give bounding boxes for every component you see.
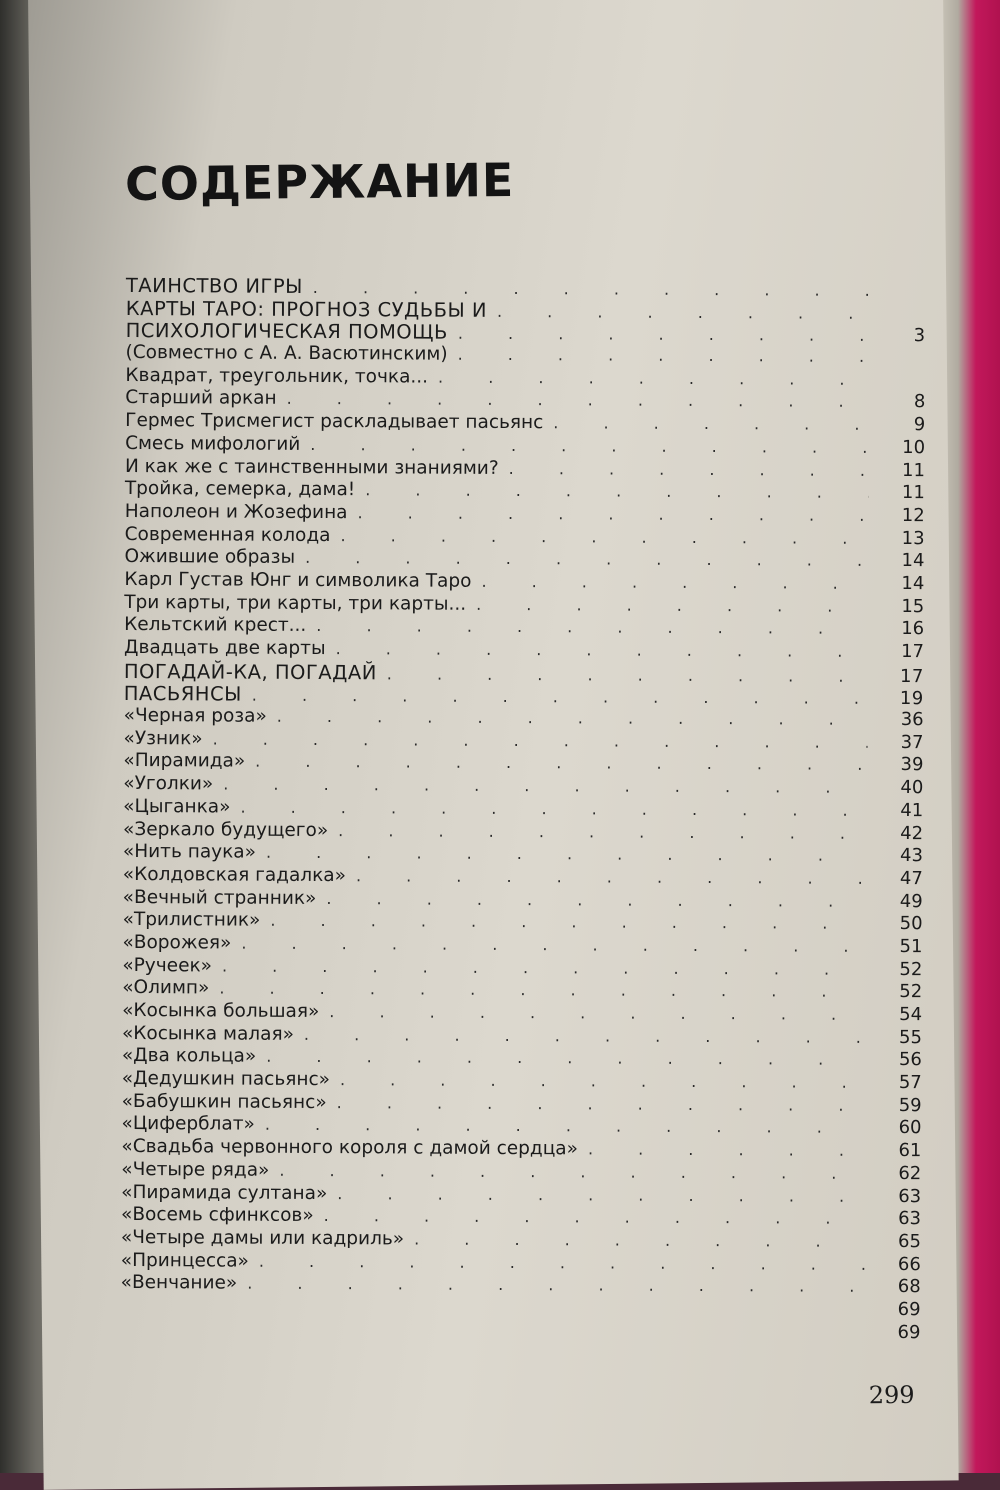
- dot-leader: [266, 843, 867, 865]
- toc-entry-label: «Черная роза»: [124, 705, 267, 727]
- toc-entry-label: «Принцесса»: [121, 1250, 249, 1272]
- toc-entry-label: Тройка, семерка, дама!: [125, 478, 356, 500]
- dot-leader: [241, 934, 866, 956]
- dot-leader: [458, 345, 870, 366]
- toc-entry-page: 54: [876, 1004, 922, 1025]
- toc-entry-page: 57: [876, 1072, 922, 1093]
- toc-entry-label: «Косынка малая»: [122, 1023, 294, 1045]
- toc-entry-label: Двадцать две карты: [124, 637, 326, 659]
- toc-entry-label: Карл Густав Юнг и символика Таро: [124, 569, 471, 592]
- toc-entry-page: 17: [878, 641, 924, 662]
- dot-leader: [259, 1251, 865, 1273]
- toc-entry-label: Кельтский крест...: [124, 614, 306, 636]
- toc-entry-label: «Трилистник»: [123, 909, 261, 931]
- dot-leader: [414, 1229, 865, 1250]
- toc-entry-label: ТАИНСТВО ИГРЫ: [126, 274, 303, 298]
- toc-entry-label: «Пирамида султана»: [121, 1181, 327, 1203]
- dot-leader: [357, 503, 868, 525]
- toc-entry-page: 13: [879, 527, 925, 548]
- toc-entry-page: 66: [875, 1253, 921, 1274]
- dot-leader: [340, 526, 868, 548]
- toc-entry-label: «Олимп»: [122, 977, 209, 998]
- toc-entry-page: 68: [875, 1276, 921, 1297]
- toc-entry-page: 59: [876, 1095, 922, 1116]
- dot-leader: [240, 797, 867, 819]
- toc-entry-page: 17: [878, 666, 924, 687]
- dot-leader: [497, 302, 870, 323]
- toc-entry-label: ПОГАДАЙ-КА, ПОГАДАЙ: [124, 660, 377, 684]
- toc-entry-label: «Четыре ряда»: [121, 1159, 269, 1181]
- dot-leader: [266, 1047, 866, 1069]
- toc-entry-page: 39: [877, 754, 923, 775]
- dot-leader: [324, 1206, 865, 1228]
- dot-leader: [329, 1002, 866, 1024]
- toc-entry-page: 69: [875, 1299, 921, 1320]
- toc-entry-label: Ожившие образы: [124, 546, 295, 568]
- toc-entry-label: «Колдовская гадалка»: [123, 864, 346, 886]
- toc-entry-page: 14: [878, 573, 924, 594]
- toc-entry-page: 43: [877, 845, 923, 866]
- toc-entry-page: 55: [876, 1027, 922, 1048]
- dot-leader: [588, 1140, 866, 1160]
- toc-entry-page: 60: [875, 1117, 921, 1138]
- toc-entry-page: 11: [879, 459, 925, 480]
- toc-entry-page: 37: [877, 732, 923, 753]
- dot-leader: [252, 686, 868, 708]
- toc-entry-label: ПАСЬЯНСЫ: [124, 682, 242, 706]
- toc-entry-label: «Бабушкин пасьянс»: [122, 1091, 327, 1113]
- toc-entry-label: «Цыганка»: [123, 796, 230, 818]
- toc-entry-label: «Нить паука»: [123, 841, 256, 863]
- page-title: СОДЕРЖАНИЕ: [125, 153, 515, 211]
- toc-entry-page: 52: [876, 981, 922, 1002]
- toc-entry-page: 19: [878, 688, 924, 709]
- toc-entry-page: 40: [877, 777, 923, 798]
- toc-entry-page: 41: [877, 800, 923, 821]
- book-page: [28, 0, 959, 1490]
- toc-entry-page: 11: [879, 482, 925, 503]
- toc-entry-page: 62: [875, 1163, 921, 1184]
- toc-entry-page: 8: [879, 391, 925, 412]
- dot-leader: [438, 367, 869, 388]
- toc-entry-label: «Уголки»: [123, 773, 213, 794]
- toc-entry-page: 3: [880, 325, 926, 346]
- dot-leader: [270, 911, 866, 933]
- toc-entry-page: 51: [876, 936, 922, 957]
- toc-entry-page: 61: [875, 1140, 921, 1161]
- toc-entry-page: 16: [878, 618, 924, 639]
- toc-entry-label: Смесь мифологий: [125, 433, 300, 455]
- toc-entry-label: «Циферблат»: [121, 1113, 254, 1135]
- dot-leader: [305, 548, 868, 570]
- dot-leader: [326, 889, 866, 911]
- dot-leader: [337, 1093, 866, 1115]
- dot-leader: [265, 1115, 866, 1137]
- dot-leader: [313, 278, 870, 300]
- toc-entry-label: И как же с таинственными знаниями?: [125, 455, 499, 478]
- toc-entry-label: «Косынка большая»: [122, 1000, 319, 1022]
- table-of-contents: [120, 274, 926, 1344]
- toc-entry-label: «Ворожея»: [122, 932, 231, 954]
- dot-leader: [287, 389, 870, 411]
- toc-entry-page: 10: [879, 437, 925, 458]
- dot-leader: [247, 1274, 865, 1296]
- toc-entry-page: 12: [879, 505, 925, 526]
- dot-leader: [356, 866, 867, 888]
- toc-entry-page: 14: [878, 550, 924, 571]
- toc-entry-label: «Зеркало будущего»: [123, 818, 328, 840]
- toc-entry-label: «Узник»: [123, 728, 202, 749]
- dot-leader: [481, 572, 868, 593]
- dot-leader: [336, 639, 869, 661]
- dot-leader: [222, 956, 866, 978]
- dot-leader: [458, 324, 870, 345]
- toc-trailing-page: [120, 1318, 920, 1345]
- dot-leader: [310, 435, 869, 457]
- dot-leader: [476, 594, 868, 615]
- toc-entry-label: «Восемь сфинксов»: [121, 1204, 314, 1226]
- toc-entry-page: 63: [875, 1208, 921, 1229]
- toc-entry-page: 47: [877, 868, 923, 889]
- toc-entry-page: 42: [877, 822, 923, 843]
- dot-leader: [509, 458, 869, 479]
- toc-section-entry: [124, 660, 924, 687]
- toc-entry-page: 63: [875, 1185, 921, 1206]
- toc-entry-label: КАРТЫ ТАРО: ПРОГНОЗ СУДЬБЫ И: [126, 297, 487, 322]
- toc-entry-page: 15: [878, 596, 924, 617]
- toc-entry-page: 9: [879, 414, 925, 435]
- dot-leader: [213, 729, 868, 751]
- toc-entry-page: 36: [878, 709, 924, 730]
- dot-leader: [316, 616, 868, 638]
- toc-entry-label: Наполеон и Жозефина: [125, 501, 348, 523]
- toc-entry-label: ПСИХОЛОГИЧЕСКАЯ ПОМОЩЬ: [126, 319, 448, 344]
- dot-leader: [340, 1070, 866, 1092]
- dot-leader: [219, 979, 866, 1001]
- toc-entry-label: Гермес Трисмегист раскладывает пасьянс: [125, 410, 543, 433]
- toc-entry-label: Старший аркан: [125, 387, 276, 409]
- dot-leader: [387, 664, 868, 686]
- toc-entry-page: 69: [874, 1322, 920, 1343]
- toc-entry-label: Три карты, три карты, три карты...: [124, 592, 466, 615]
- toc-entry-label: «Дедушкин пасьянс»: [122, 1068, 330, 1090]
- toc-entry-label: «Ручеек»: [122, 955, 212, 976]
- toc-entry-page: 52: [876, 959, 922, 980]
- toc-entry-page: 56: [876, 1049, 922, 1070]
- dot-leader: [255, 752, 867, 774]
- toc-entry-label: «Венчание»: [121, 1272, 238, 1294]
- toc-entry-label: (Совместно с А. А. Васютинским): [126, 342, 448, 365]
- dot-leader: [279, 1161, 865, 1183]
- toc-entry-page: 49: [877, 890, 923, 911]
- toc-entry-label: Квадрат, треугольник, точка...: [125, 365, 428, 388]
- dot-leader: [304, 1025, 866, 1047]
- dot-leader: [337, 1184, 865, 1206]
- dot-leader: [223, 775, 867, 797]
- toc-entry-label: «Вечный странник»: [123, 887, 317, 909]
- dot-leader: [365, 480, 869, 502]
- toc-entry-label: «Пирамида»: [123, 750, 245, 772]
- dot-leader: [553, 413, 869, 434]
- toc-entry-label: «Свадьба червонного короля с дамой сердца»: [121, 1136, 578, 1159]
- toc-entry-label: Современная колода: [125, 524, 331, 546]
- toc-entry-label: «Четыре дамы или кадриль»: [121, 1227, 404, 1249]
- dot-leader: [277, 707, 868, 729]
- toc-entry-page: 50: [877, 913, 923, 934]
- toc-entry-label: «Два кольца»: [122, 1045, 256, 1067]
- page-number: 299: [869, 1381, 915, 1409]
- toc-entry-page: 65: [875, 1231, 921, 1252]
- dot-leader: [338, 821, 867, 843]
